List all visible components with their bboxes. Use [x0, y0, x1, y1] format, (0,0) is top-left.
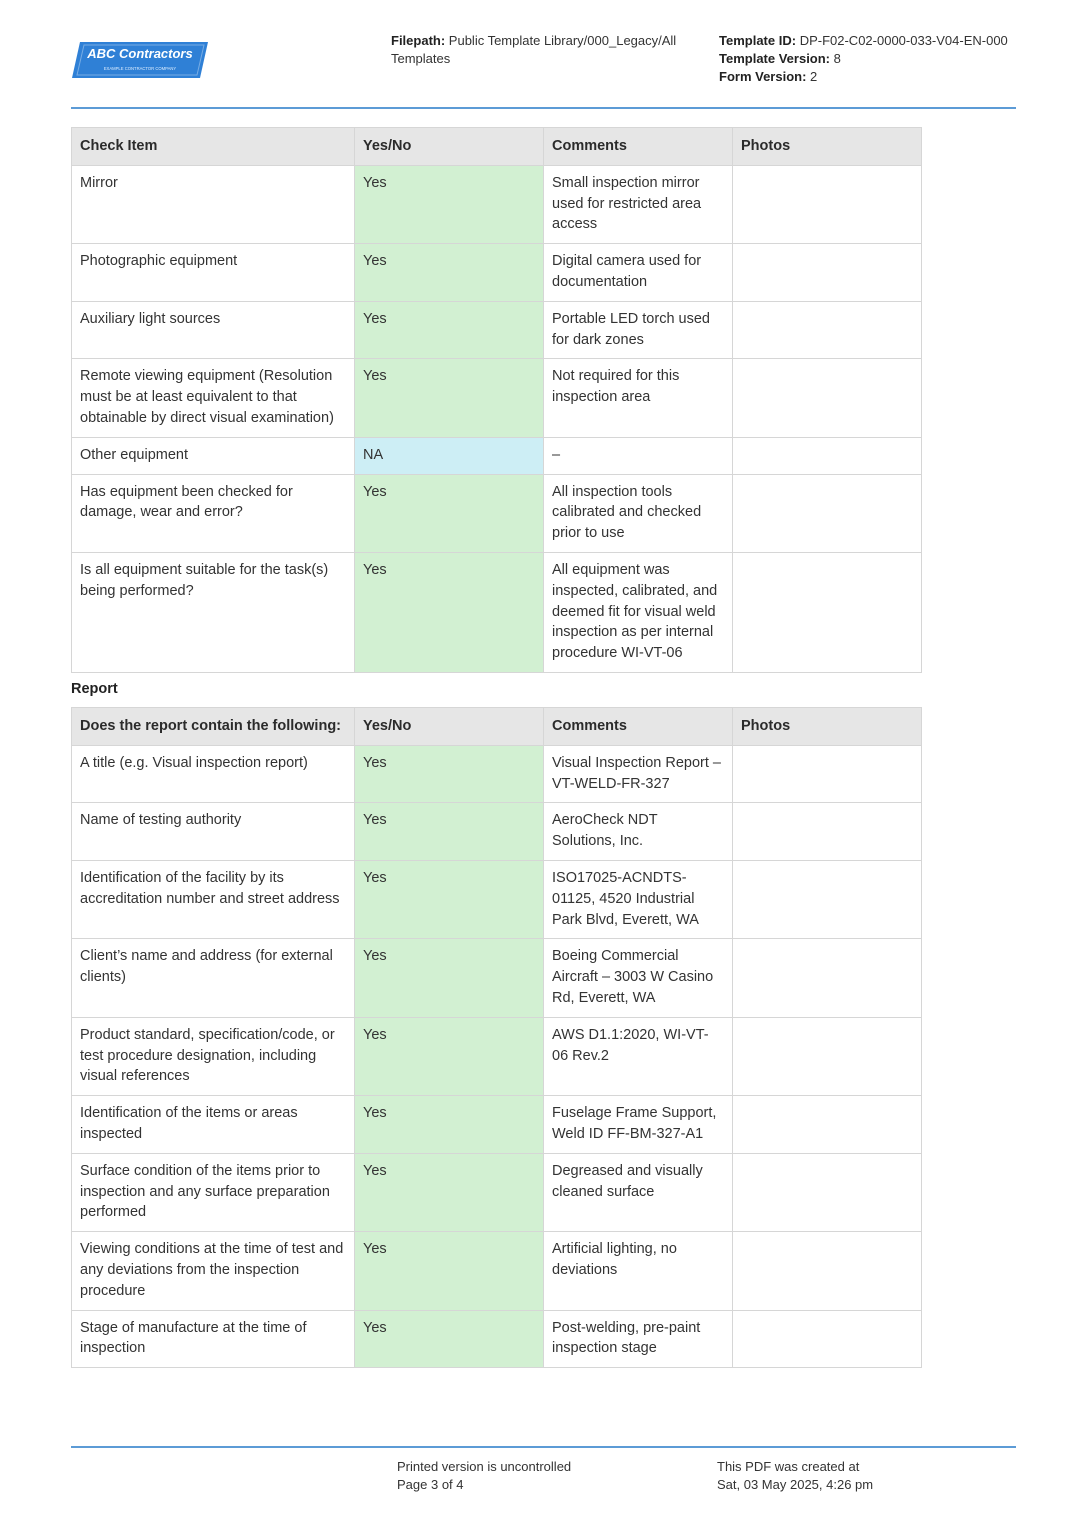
answer-cell[interactable]: Yes: [355, 1017, 544, 1095]
answer-cell[interactable]: Yes: [355, 301, 544, 359]
column-header-yes-no: Yes/No: [355, 708, 544, 746]
table-row: [72, 1232, 922, 1310]
filepath-label: Filepath:: [391, 33, 446, 48]
comment-cell: –: [544, 437, 733, 474]
table-row: [72, 437, 922, 474]
table-row: [72, 165, 922, 243]
photos-cell: [733, 939, 922, 1017]
comment-cell: Degreased and visually cleaned surface: [544, 1153, 733, 1231]
answer-cell[interactable]: Yes: [355, 244, 544, 302]
table-header-row: [72, 708, 922, 746]
check-item: Identification of the items or areas inspected: [72, 1096, 355, 1154]
photos-cell: [733, 552, 922, 672]
table-row: [72, 301, 922, 359]
answer-cell[interactable]: Yes: [355, 860, 544, 938]
check-item: Photographic equipment: [72, 244, 355, 302]
table-row: [72, 359, 922, 437]
answer-cell[interactable]: Yes: [355, 1153, 544, 1231]
comment-cell: All inspection tools calibrated and checked prior to use: [544, 474, 733, 552]
column-header-photos: Photos: [733, 708, 922, 746]
check-item: Auxiliary light sources: [72, 301, 355, 359]
photos-cell: [733, 301, 922, 359]
answer-cell[interactable]: Yes: [355, 803, 544, 861]
check-item: Mirror: [72, 165, 355, 243]
comment-cell: Not required for this inspection area: [544, 359, 733, 437]
answer-cell[interactable]: Yes: [355, 1096, 544, 1154]
comment-cell: Visual Inspection Report – VT-WELD-FR-327: [544, 745, 733, 803]
logo-tagline: EXAMPLE CONTRACTOR COMPANY: [103, 66, 177, 71]
footer-divider: [71, 1446, 1016, 1448]
filepath-value: Public Template Library/000_Legacy/All Templates: [391, 33, 677, 66]
answer-cell[interactable]: Yes: [355, 165, 544, 243]
footer-right: [717, 1458, 873, 1494]
table-row: [72, 745, 922, 803]
answer-cell[interactable]: Yes: [355, 939, 544, 1017]
answer-cell[interactable]: Yes: [355, 474, 544, 552]
photos-cell: [733, 1153, 922, 1231]
check-item: Product standard, specification/code, or test procedure designation, including visual references: [72, 1017, 355, 1095]
answer-cell[interactable]: Yes: [355, 745, 544, 803]
template-id-value: DP-F02-C02-0000-033-V04-EN-000: [799, 33, 1008, 48]
photos-cell: [733, 860, 922, 938]
table-row: [72, 939, 922, 1017]
photos-cell: [733, 1310, 922, 1368]
photos-cell: [733, 1096, 922, 1154]
check-item: Other equipment: [72, 437, 355, 474]
check-item: Viewing conditions at the time of test and any deviations from the inspection procedure: [72, 1232, 355, 1310]
answer-cell[interactable]: Yes: [355, 1310, 544, 1368]
answer-cell[interactable]: Yes: [355, 1232, 544, 1310]
equipment-table: [71, 127, 922, 673]
comment-cell: Digital camera used for documentation: [544, 244, 733, 302]
table-row: [72, 1017, 922, 1095]
filepath-block: [391, 32, 691, 68]
comment-cell: Small inspection mirror used for restricted area access: [544, 165, 733, 243]
form-version-line: [719, 68, 1039, 86]
column-header-comments: Comments: [544, 708, 733, 746]
created-label: This PDF was created at: [717, 1459, 860, 1474]
page-number: Page 3 of 4: [397, 1477, 464, 1492]
photos-cell: [733, 165, 922, 243]
footer-left: [397, 1458, 571, 1494]
table-row: [72, 244, 922, 302]
page-header: [0, 0, 1087, 110]
table-row: [72, 474, 922, 552]
form-version-value: 2: [810, 69, 818, 84]
comment-cell: Artificial lighting, no deviations: [544, 1232, 733, 1310]
comment-cell: All equipment was inspected, calibrated, and deemed fit for visual weld inspection as per internal procedure WI-VT-06: [544, 552, 733, 672]
comment-cell: ISO17025-ACNDTS-01125, 4520 Industrial Park Blvd, Everett, WA: [544, 860, 733, 938]
section-title-report: Report: [71, 681, 118, 697]
table-header-row: [72, 128, 922, 166]
check-item: A title (e.g. Visual inspection report): [72, 745, 355, 803]
check-item: Has equipment been checked for damage, wear and error?: [72, 474, 355, 552]
template-meta: [719, 32, 1039, 86]
answer-cell[interactable]: Yes: [355, 359, 544, 437]
comment-cell: AeroCheck NDT Solutions, Inc.: [544, 803, 733, 861]
photos-cell: [733, 1232, 922, 1310]
check-item: Remote viewing equipment (Resolution must be at least equivalent to that obtainable by direct visual examination): [72, 359, 355, 437]
column-header-comments: Comments: [544, 128, 733, 166]
template-version-label: Template Version:: [719, 51, 831, 66]
template-id-label: Template ID:: [719, 33, 797, 48]
photos-cell: [733, 1017, 922, 1095]
photos-cell: [733, 745, 922, 803]
template-version-line: [719, 50, 1039, 68]
header-divider: [71, 107, 1016, 109]
comment-cell: Post-welding, pre-paint inspection stage: [544, 1310, 733, 1368]
answer-cell[interactable]: NA: [355, 437, 544, 474]
comment-cell: Fuselage Frame Support, Weld ID FF-BM-327-A1: [544, 1096, 733, 1154]
table-row: [72, 1310, 922, 1368]
company-logo: [72, 40, 210, 80]
table-row: [72, 860, 922, 938]
column-header-photos: Photos: [733, 128, 922, 166]
table-row: [72, 1096, 922, 1154]
check-item: Name of testing authority: [72, 803, 355, 861]
answer-cell[interactable]: Yes: [355, 552, 544, 672]
logo-name: ABC Contractors: [87, 46, 193, 61]
table-row: [72, 803, 922, 861]
comment-cell: Boeing Commercial Aircraft – 3003 W Casino Rd, Everett, WA: [544, 939, 733, 1017]
check-item: Surface condition of the items prior to inspection and any surface preparation performed: [72, 1153, 355, 1231]
photos-cell: [733, 803, 922, 861]
photos-cell: [733, 474, 922, 552]
report-table: [71, 707, 922, 1368]
table-row: [72, 1153, 922, 1231]
uncontrolled-notice: Printed version is uncontrolled: [397, 1459, 572, 1474]
comment-cell: Portable LED torch used for dark zones: [544, 301, 733, 359]
created-timestamp: Sat, 03 May 2025, 4:26 pm: [717, 1477, 874, 1492]
column-header-check-item: Check Item: [72, 128, 355, 166]
form-version-label: Form Version:: [719, 69, 807, 84]
check-item: Stage of manufacture at the time of inspection: [72, 1310, 355, 1368]
template-id-line: [719, 32, 1039, 50]
template-version-value: 8: [833, 51, 841, 66]
photos-cell: [733, 359, 922, 437]
table-row: [72, 552, 922, 672]
column-header-yes-no: Yes/No: [355, 128, 544, 166]
check-item: Is all equipment suitable for the task(s) being performed?: [72, 552, 355, 672]
photos-cell: [733, 244, 922, 302]
column-header-report-item: Does the report contain the following:: [72, 708, 355, 746]
check-item: Identification of the facility by its accreditation number and street address: [72, 860, 355, 938]
check-item: Client’s name and address (for external clients): [72, 939, 355, 1017]
comment-cell: AWS D1.1:2020, WI-VT-06 Rev.2: [544, 1017, 733, 1095]
photos-cell: [733, 437, 922, 474]
